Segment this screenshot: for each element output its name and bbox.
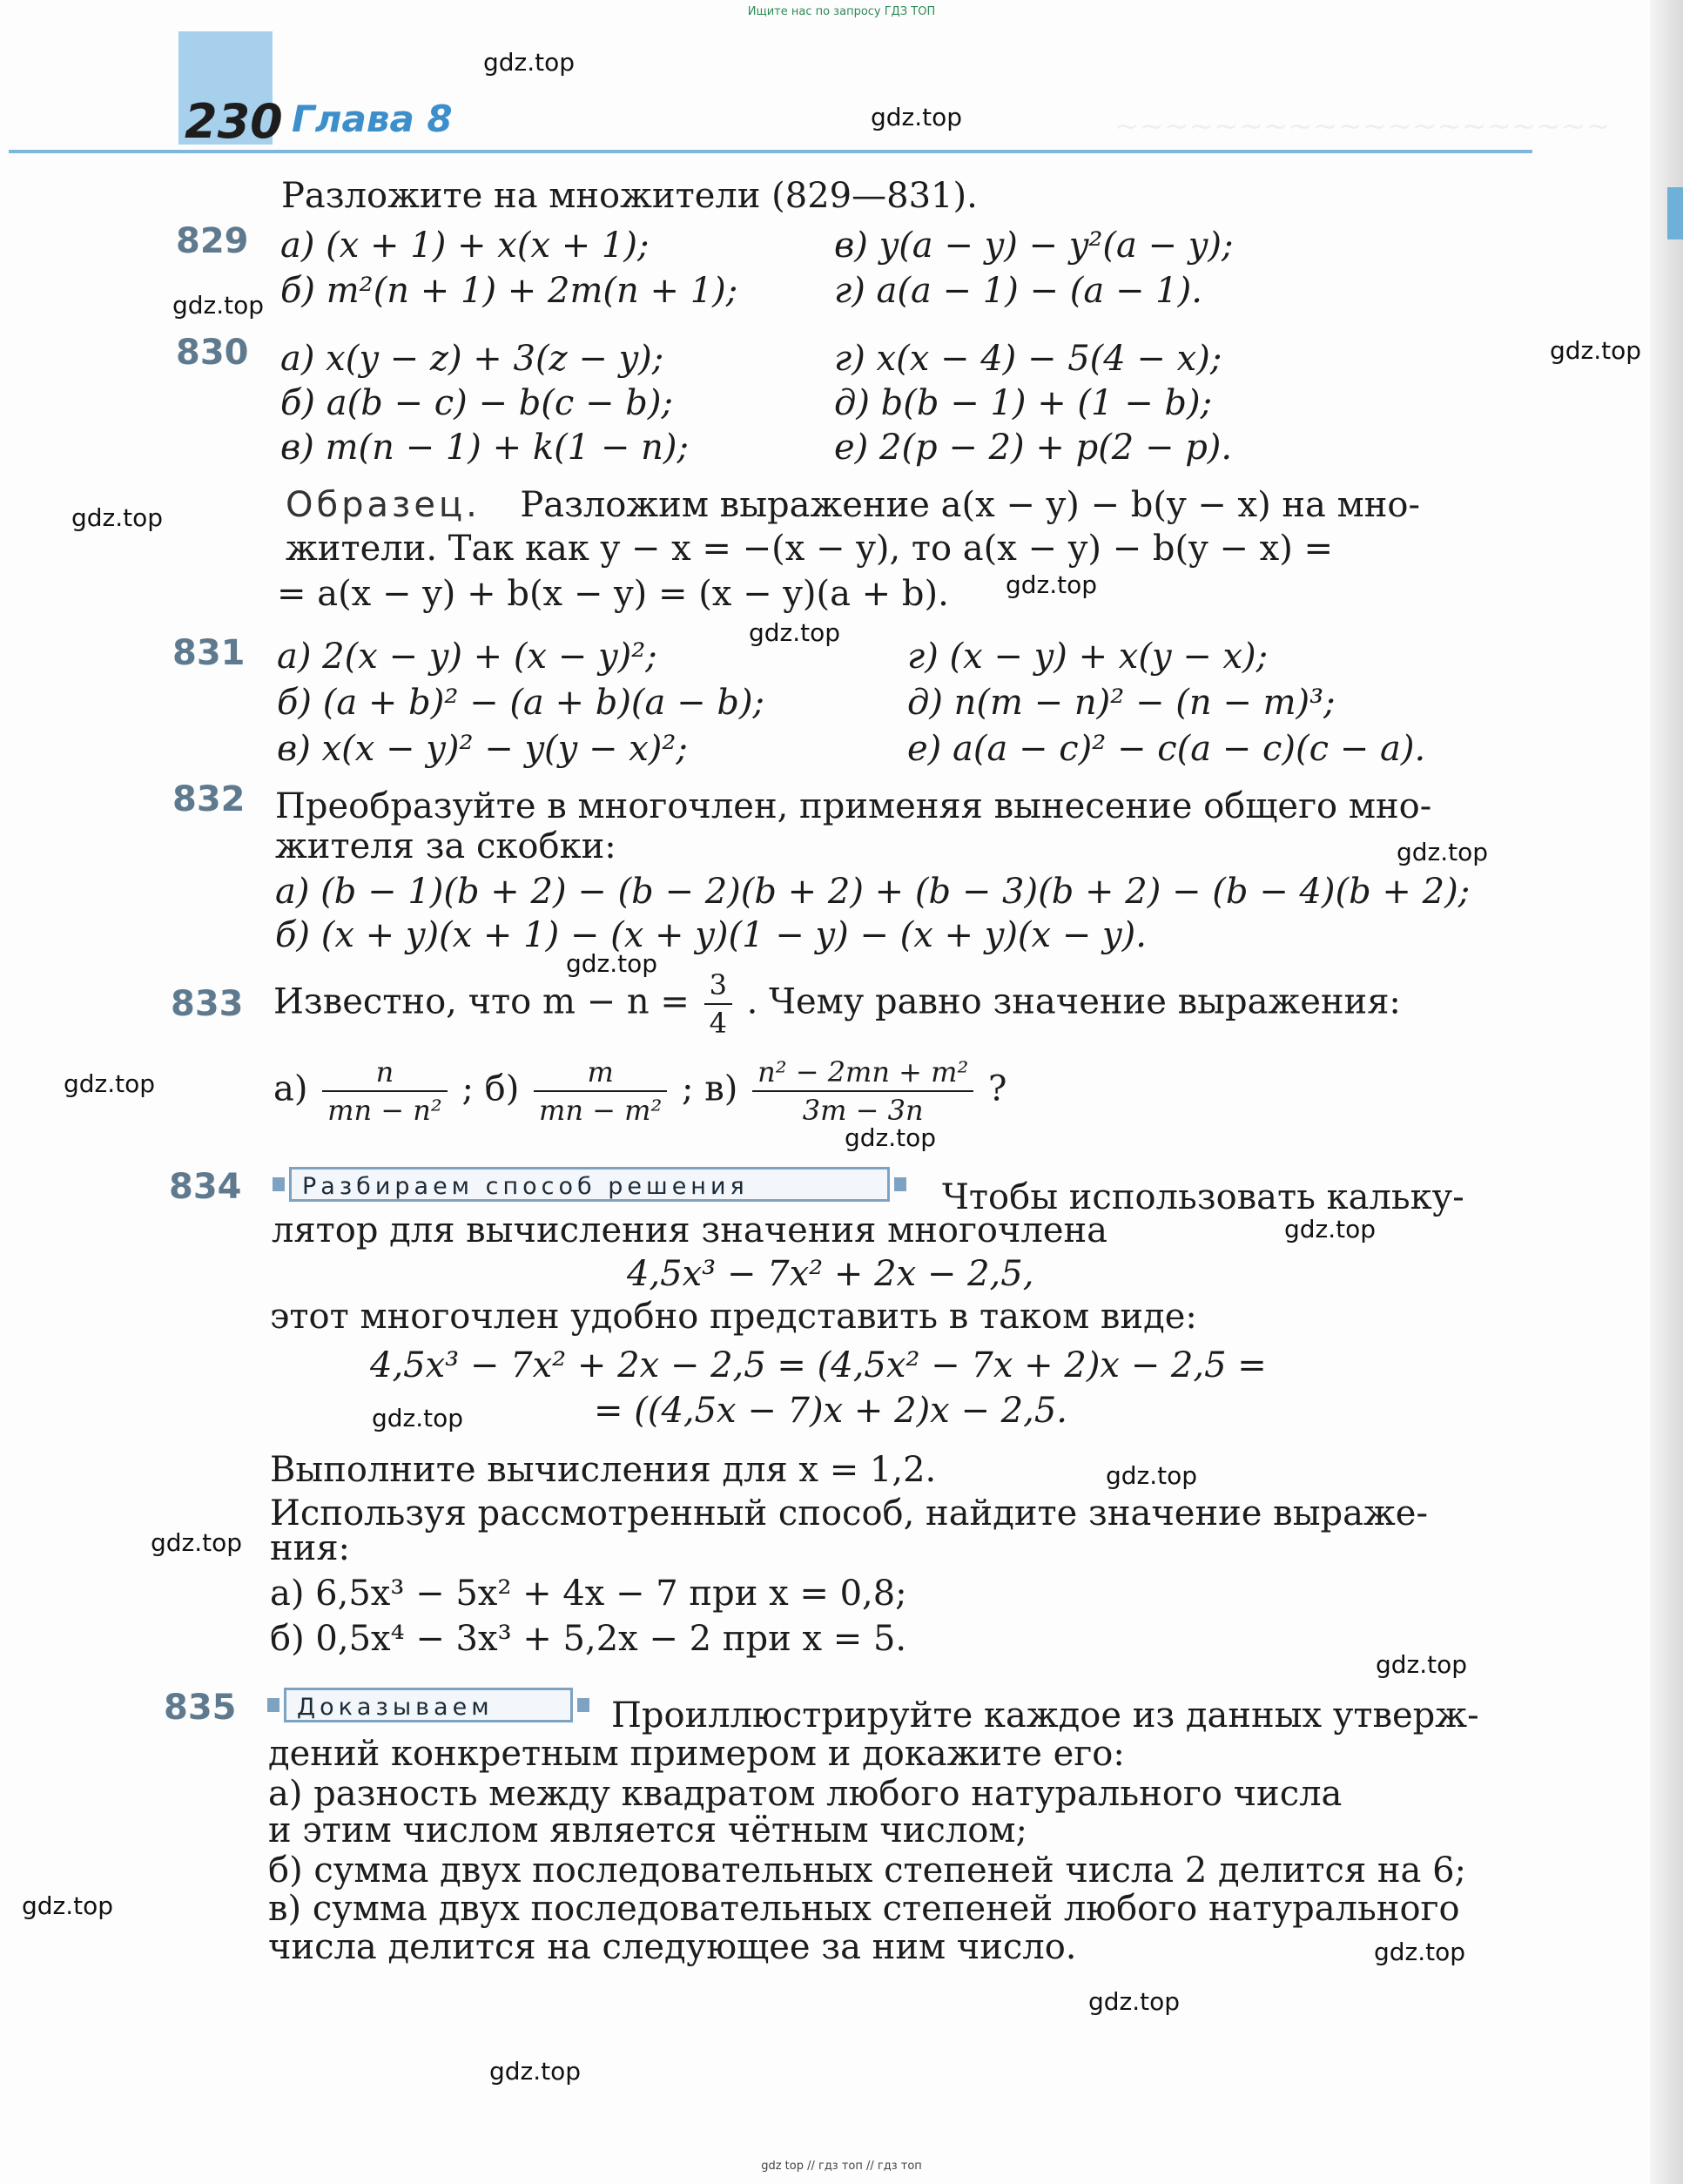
- fractions-row: [273, 1055, 1007, 1128]
- equation: = ((4,5x − 7)x + 2)x − 2,5.: [594, 1391, 1068, 1431]
- item-a: а) x(y − z) + 3(z − y);: [280, 339, 664, 379]
- item-d: д) n(m − n)² − (n − m)³;: [907, 683, 1336, 723]
- item-e: е) a(a − c)² − c(a − c)(c − a).: [907, 729, 1426, 769]
- watermark: gdz.top: [871, 103, 963, 131]
- watermark: gdz.top: [1006, 570, 1098, 599]
- item-label: а): [273, 1068, 308, 1109]
- denominator: mn − m²: [539, 1094, 663, 1128]
- sample-line-3: = a(x − y) + b(x − y) = (x − y)(a + b).: [277, 574, 949, 614]
- task-line: Проиллюстрируйте каждое из данных утверж-: [611, 1695, 1479, 1736]
- watermark: gdz.top: [1376, 1650, 1468, 1679]
- item-v: в) x(x − y)² − y(y − x)²;: [277, 729, 688, 769]
- watermark: gdz.top: [151, 1528, 243, 1557]
- watermark: gdz.top: [483, 48, 576, 77]
- watermark: gdz.top: [372, 1404, 464, 1432]
- fraction: [704, 968, 732, 1041]
- item-v: в) m(n − 1) + k(1 − n);: [280, 428, 689, 468]
- denominator: 3m − 3n: [802, 1094, 924, 1128]
- task-line: и этим числом является чётным числом;: [268, 1810, 1027, 1850]
- task-text: . Чему равно значение выражения:: [746, 981, 1401, 1022]
- task-line: а) разность между квадратом любого натурального числа: [268, 1774, 1343, 1814]
- watermark: gdz.top: [64, 1069, 156, 1098]
- watermark: gdz.top: [1397, 838, 1489, 866]
- watermark: gdz.top: [749, 618, 841, 647]
- sample-line-1: [286, 485, 1531, 525]
- bottom-note: gdz top // гдз топ // гдз топ: [761, 2160, 922, 2173]
- numerator: m: [534, 1055, 667, 1092]
- watermark: gdz.top: [566, 949, 658, 978]
- exercise-number: 833: [171, 984, 244, 1024]
- exercise-number: 834: [169, 1167, 242, 1207]
- sample-text: Разложим выражение a(x − y) − b(y − x) на мно-: [520, 485, 1420, 525]
- proof-box: Доказываем: [284, 1688, 573, 1722]
- header-rule: [9, 150, 1532, 153]
- item-g: г) (x − y) + x(y − x);: [907, 637, 1269, 677]
- item-v: в) y(a − y) − y²(a − y);: [834, 226, 1234, 266]
- item-b: б) (a + b)² − (a + b)(a − b);: [277, 683, 765, 723]
- task-text: Известно, что m − n =: [273, 981, 690, 1022]
- watermark: gdz.top: [22, 1891, 114, 1920]
- item-e: е) 2(p − 2) + p(2 − p).: [834, 428, 1233, 468]
- item-a: а) 2(x − y) + (x − y)²;: [277, 637, 657, 677]
- task-line: Используя рассмотренный способ, найдите значение выраже-: [270, 1493, 1428, 1534]
- task-line: этот многочлен удобно представить в таком виде:: [270, 1297, 1197, 1337]
- watermark: gdz.top: [172, 291, 265, 320]
- task-line: [273, 968, 1401, 1041]
- watermark: gdz.top: [71, 503, 164, 532]
- task-line: жителя за скобки:: [275, 826, 616, 866]
- fraction: [752, 1055, 973, 1128]
- item-a: а) (b − 1)(b + 2) − (b − 2)(b + 2) + (b − 3)(b + 2) − (b − 4)(b + 2);: [275, 872, 1471, 912]
- task-line: дений конкретным примером и докажите его:: [268, 1734, 1125, 1774]
- item-label: ; б): [461, 1068, 520, 1109]
- item-g: г) x(x − 4) − 5(4 − x);: [834, 339, 1222, 379]
- task-line: Выполните вычисления для x = 1,2.: [270, 1450, 937, 1490]
- method-box: Разбираем способ решения: [289, 1167, 890, 1202]
- exercise-number: 835: [164, 1688, 237, 1728]
- watermark: gdz.top: [1284, 1215, 1377, 1244]
- watermark: gdz.top: [1550, 336, 1642, 365]
- page-edge-shadow: [1650, 0, 1683, 2184]
- watermark: gdz.top: [1374, 1938, 1466, 1966]
- sample-line-2: жители. Так как y − x = −(x − y), то a(x − y) − b(y − x) =: [286, 529, 1334, 569]
- task-line: лятор для вычисления значения многочлена: [272, 1210, 1108, 1250]
- item-a: а) (x + 1) + x(x + 1);: [280, 226, 650, 266]
- task-line: в) сумма двух последовательных степеней любого натурального: [268, 1889, 1460, 1929]
- bleed-through-text: ~~~~~~~~~~~~~~~~~~~~: [1114, 109, 1611, 144]
- task-line: Чтобы использовать кальку-: [942, 1177, 1464, 1217]
- task-line: ния:: [270, 1528, 351, 1568]
- item-b: б) m²(n + 1) + 2m(n + 1);: [280, 271, 738, 311]
- top-note: Ищите нас по запросу ГДЗ ТОП: [747, 5, 936, 18]
- exercise-number: 832: [172, 779, 246, 819]
- task-line: числа делится на следующее за ним число.: [268, 1927, 1077, 1967]
- item-b: б) 0,5x⁴ − 3x³ + 5,2x − 2 при x = 5.: [270, 1619, 907, 1659]
- polynomial: 4,5x³ − 7x² + 2x − 2,5,: [627, 1254, 1034, 1294]
- exercise-intro: Разложите на множители (829—831).: [281, 176, 978, 216]
- item-label: ; в): [682, 1068, 738, 1109]
- denominator: mn − n²: [327, 1094, 442, 1128]
- page-number: 230: [185, 94, 283, 149]
- equation: 4,5x³ − 7x² + 2x − 2,5 = (4,5x² − 7x + 2)x − 2,5 =: [370, 1345, 1267, 1385]
- watermark: gdz.top: [489, 2057, 582, 2086]
- watermark: gdz.top: [845, 1123, 937, 1152]
- exercise-number: 829: [176, 221, 249, 261]
- watermark: gdz.top: [1106, 1461, 1198, 1490]
- item-b: б) (x + y)(x + 1) − (x + y)(1 − y) − (x + y)(x − y).: [275, 915, 1147, 955]
- item-a: а) 6,5x³ − 5x² + 4x − 7 при x = 0,8;: [270, 1574, 907, 1614]
- exercise-number: 831: [172, 633, 246, 673]
- item-d: д) b(b − 1) + (1 − b);: [834, 383, 1213, 423]
- fraction: [322, 1055, 448, 1128]
- fraction: [534, 1055, 667, 1128]
- page-edge-tab: [1667, 187, 1683, 239]
- denominator: 4: [709, 1007, 727, 1041]
- sample-label: Образец.: [286, 485, 481, 525]
- numerator: 3: [704, 968, 732, 1005]
- chapter-title: Глава 8: [292, 98, 453, 140]
- numerator: n: [322, 1055, 448, 1092]
- exercise-number: 830: [176, 333, 249, 373]
- watermark: gdz.top: [1088, 1987, 1181, 2016]
- item-g: г) a(a − 1) − (a − 1).: [834, 271, 1202, 311]
- task-line: б) сумма двух последовательных степеней числа 2 делится на 6;: [268, 1850, 1467, 1891]
- item-end: ?: [988, 1068, 1007, 1109]
- numerator: n² − 2mn + m²: [752, 1055, 973, 1092]
- task-line: Преобразуйте в многочлен, применяя вынесение общего мно-: [275, 786, 1432, 826]
- item-b: б) a(b − c) − b(c − b);: [280, 383, 673, 423]
